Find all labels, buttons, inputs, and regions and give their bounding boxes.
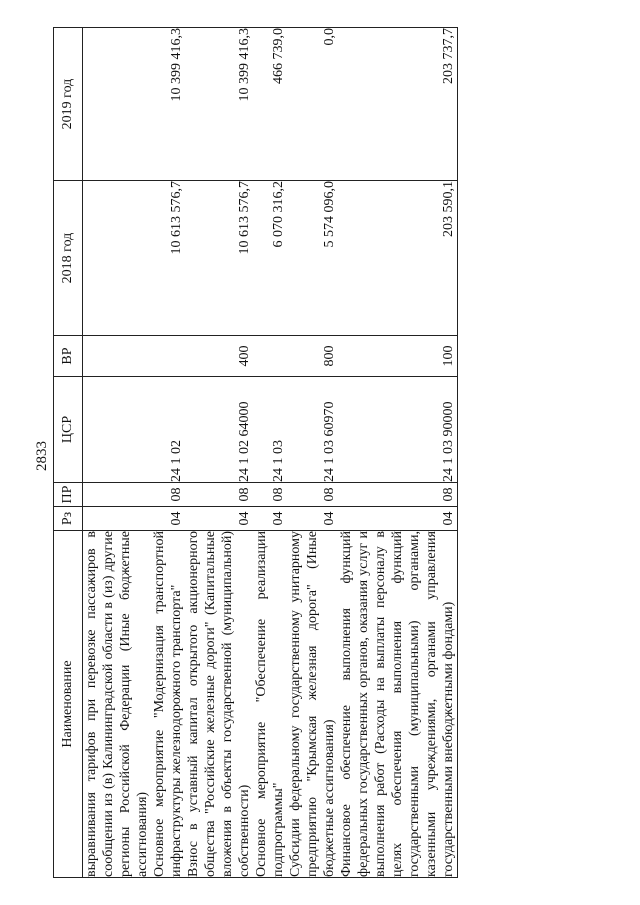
row-2018: 5 574 096,0 xyxy=(287,181,338,336)
row-pr: 08 xyxy=(338,483,458,507)
header-name: Наименование xyxy=(54,531,83,878)
row-pr: 08 xyxy=(185,483,253,507)
row-rz xyxy=(83,507,152,531)
row-csr: 24 1 02 xyxy=(151,377,185,483)
row-vr: 100 xyxy=(338,336,458,377)
row-2018: 10 613 576,7 xyxy=(185,181,253,336)
row-name: Основное мероприятие "Модернизация транспортной инфраструктуры железнодорожного транспорта" xyxy=(152,531,184,877)
budget-table xyxy=(53,27,458,878)
row-rz: 04 xyxy=(151,507,185,531)
table-row xyxy=(338,28,458,878)
row-rz: 04 xyxy=(338,507,458,531)
row-csr: 24 1 03 90000 xyxy=(338,377,458,483)
row-2019: 0,0 xyxy=(287,28,338,181)
table-row xyxy=(253,28,287,878)
row-2018: 10 613 576,7 xyxy=(151,181,185,336)
row-vr xyxy=(253,336,287,377)
row-2019: 466 739,0 xyxy=(253,28,287,181)
row-vr xyxy=(151,336,185,377)
header-csr: ЦСР xyxy=(54,377,83,483)
row-csr: 24 1 02 64000 xyxy=(185,377,253,483)
row-rz: 04 xyxy=(185,507,253,531)
row-csr: 24 1 03 xyxy=(253,377,287,483)
row-name: выравнивания тарифов при перевозке пассажиров в сообщении из (в) Калининградской области в (из) другие регионы Российской Федерации (Иные бюджетные ассигнования) xyxy=(84,531,150,877)
page-number: 2833 xyxy=(34,441,50,471)
table-row xyxy=(83,28,152,878)
header-2019: 2019 год xyxy=(54,28,83,181)
row-2019: 10 399 416,3 xyxy=(185,28,253,181)
row-rz: 04 xyxy=(253,507,287,531)
budget-table-rotated xyxy=(53,28,611,878)
row-csr: 24 1 03 60970 xyxy=(287,377,338,483)
header-pr: ПР xyxy=(54,483,83,507)
table-row xyxy=(185,28,253,878)
row-name: Субсидии федеральному государственному унитарному предприятию "Крымская железная дорога" (Иные бюджетные ассигнования) xyxy=(288,531,337,877)
row-2018: 6 070 316,2 xyxy=(253,181,287,336)
row-pr: 08 xyxy=(253,483,287,507)
row-name: Финансовое обеспечение выполнения функций федеральных государственных органов, оказания услуг и выполнения работ (Расходы на выплаты персоналу в целях обеспечения выполнения функций государственными (муниципальными) органами, казенными учреждениями, органами управления государственными внебюджетными фондами) xyxy=(339,531,456,877)
header-2018: 2018 год xyxy=(54,181,83,336)
row-2018 xyxy=(83,181,152,336)
header-rz: Рз xyxy=(54,507,83,531)
row-name: Основное мероприятие "Обеспечение реализации подпрограммы" xyxy=(254,531,286,877)
row-2019: 203 737,7 xyxy=(338,28,458,181)
row-2019 xyxy=(83,28,152,181)
row-2019: 10 399 416,3 xyxy=(151,28,185,181)
row-vr: 800 xyxy=(287,336,338,377)
table-row xyxy=(287,28,338,878)
row-pr: 08 xyxy=(287,483,338,507)
table-row xyxy=(151,28,185,878)
row-pr xyxy=(83,483,152,507)
row-name: Взнос в уставный капитал открытого акционерного общества "Российские железные дороги" (Капитальные вложения в объекты государственной (муниципальной) собственности) xyxy=(186,531,252,877)
row-vr: 400 xyxy=(185,336,253,377)
row-vr xyxy=(83,336,152,377)
row-pr: 08 xyxy=(151,483,185,507)
row-2018: 203 590,1 xyxy=(338,181,458,336)
header-vr: ВР xyxy=(54,336,83,377)
table-header-row xyxy=(54,28,83,878)
row-rz: 04 xyxy=(287,507,338,531)
row-csr xyxy=(83,377,152,483)
